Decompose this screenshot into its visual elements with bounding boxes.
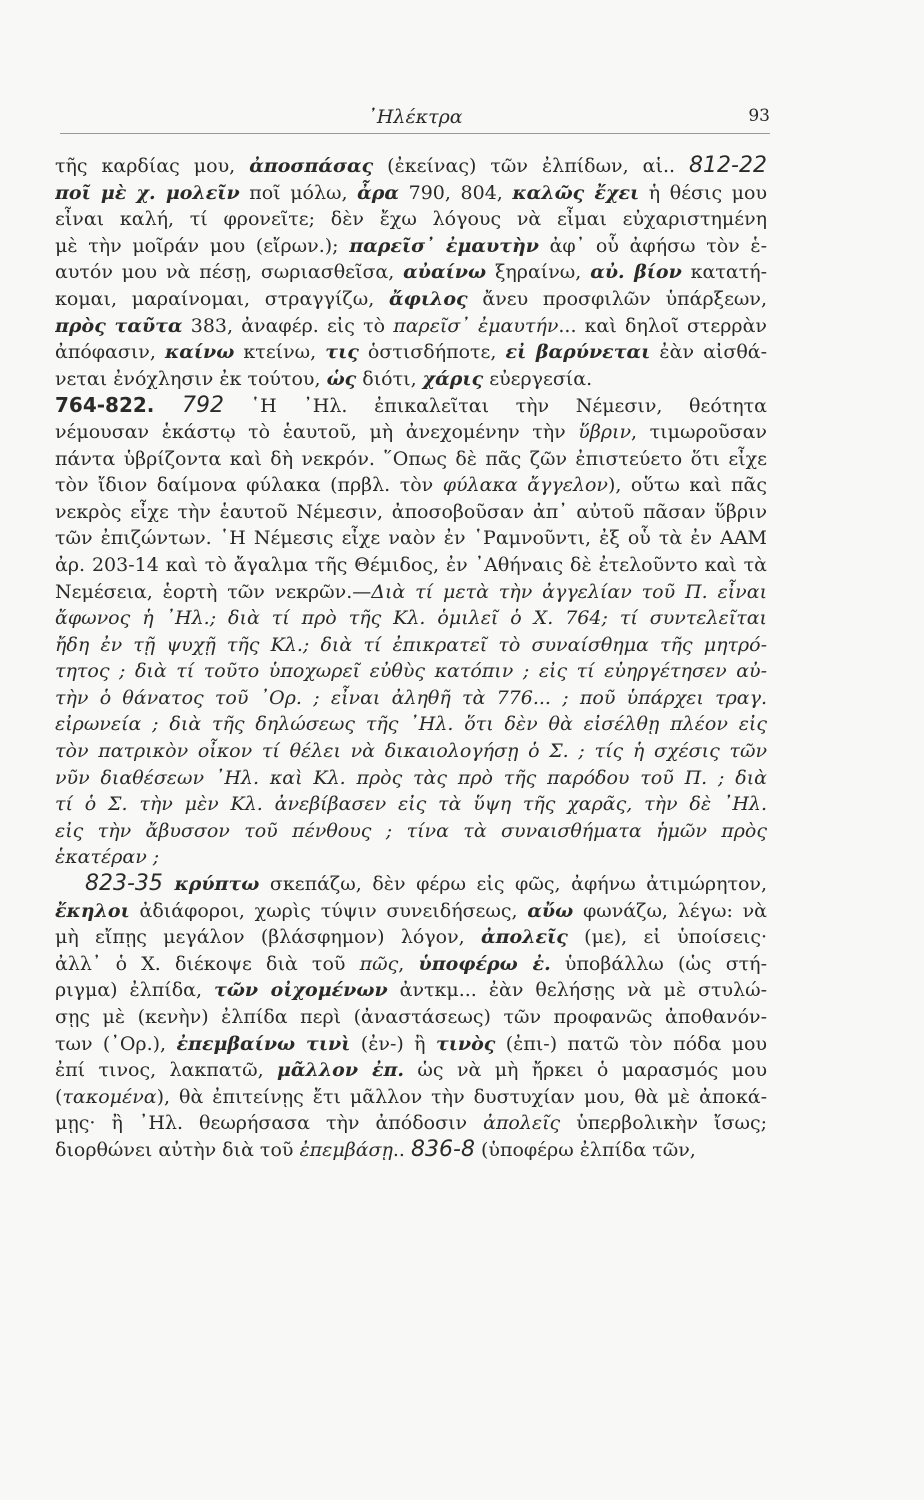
text-run: Νεμέσεια, ἑορτὴ τῶν νεκρῶν.— bbox=[55, 580, 372, 603]
text-run: εἰς τὴν ἄβυσσον τοῦ πένθους ; τίνα τὰ συναισθήματα ἡμῶν πρὸς bbox=[55, 819, 767, 842]
text-run: μὲ τὴν μοῖράν μου (εἴρων.); bbox=[55, 234, 350, 257]
text-run: ἡ θέσις μου bbox=[639, 181, 767, 204]
text-line bbox=[55, 951, 767, 978]
text-line bbox=[55, 233, 767, 260]
text-line bbox=[55, 499, 767, 526]
lemma-term: τις bbox=[325, 341, 359, 364]
text-run: μῃς· ἢ ᾿Ηλ. θεωρήσασα τὴν ἀπόδοσιν bbox=[55, 1112, 484, 1135]
text-run: διορθώνει αὐτὴν διὰ τοῦ bbox=[55, 1138, 300, 1161]
text-line bbox=[55, 871, 767, 898]
lemma-term: ὡς bbox=[326, 367, 357, 390]
text-line bbox=[55, 1057, 767, 1084]
text-run: ὑπερβολικὴν ἴσως; bbox=[560, 1112, 767, 1135]
text-run: , τιμωροῦσαν bbox=[631, 420, 767, 443]
text-line bbox=[55, 552, 767, 579]
lemma-term: ἔκηλοι bbox=[55, 899, 130, 922]
lemma-term: καλῶς ἔχει bbox=[512, 181, 640, 204]
text-line bbox=[55, 632, 767, 659]
text-line bbox=[55, 472, 767, 499]
text-run: ἀντκμ... ἐὰν θελήσῃς νὰ μὲ στυλώ- bbox=[387, 979, 767, 1002]
lemma-term: ἀποσπάσας bbox=[249, 155, 374, 177]
lemma-term: τῶν οἰχομένων bbox=[214, 979, 388, 1002]
text-run: (ἐν-) ἢ bbox=[350, 1032, 436, 1055]
text-run: πάντα ὑβρίζοντα καὶ δὴ νεκρόν. ῞Οπως δὲ πᾶς ζῶν ἐπιστεύετο ὅτι εἶχε bbox=[55, 447, 767, 470]
text-run: τί ὁ Σ. τὴν μὲν Κλ. ἀνεβίβασεν εἰς τὰ ὕψη τῆς χαρᾶς, τὴν δὲ ᾿Ηλ. bbox=[55, 793, 767, 816]
lemma-term: ἀπολεῖς bbox=[481, 926, 568, 949]
running-title: ᾿Ηλέκτρα bbox=[367, 106, 463, 128]
lemma-term: μᾶλλον ἐπ. bbox=[277, 1059, 405, 1082]
text-run: ἐπεμβάσῃ bbox=[299, 1138, 393, 1161]
text-run: .. bbox=[392, 1138, 412, 1161]
text-run: νεται ἐνόχλησιν ἐκ τούτου, bbox=[55, 367, 327, 390]
text-run: ἑκατέραν ; bbox=[55, 846, 160, 869]
text-run: , bbox=[398, 952, 419, 975]
text-line bbox=[55, 791, 767, 818]
text-line bbox=[55, 977, 767, 1004]
text-line bbox=[55, 579, 767, 606]
lemma-term: χάρις bbox=[422, 367, 484, 390]
text-line bbox=[55, 206, 767, 233]
lemma-term: καίνω bbox=[165, 341, 235, 364]
text-run: κατατή- bbox=[681, 261, 767, 284]
text-run: τὸν πατρικὸν οἶκον τί θέλει νὰ δικαιολογήσῃ ὁ Σ. ; τίς ἡ σχέσις τῶν bbox=[55, 740, 767, 763]
text-line bbox=[55, 392, 767, 419]
text-run: ὕβριν bbox=[578, 420, 632, 443]
text-run: κτείνω, bbox=[234, 341, 326, 364]
verse-reference: 812-22 bbox=[689, 153, 767, 178]
lemma-term: ποῖ μὲ χ. μολεῖν bbox=[55, 181, 240, 204]
text-run: ἄνευ προσφιλῶν ὑπάρξεων, bbox=[467, 287, 767, 310]
lemma-term: ἐπεμβαίνω τινὶ bbox=[176, 1032, 351, 1055]
text-run: ὁστισδήποτε, bbox=[358, 341, 506, 364]
verse-reference: 836-8 bbox=[411, 1136, 475, 1162]
text-line bbox=[55, 1137, 767, 1164]
text-run: ἤδη ἐν τῇ ψυχῇ τῆς Κλ.; διὰ τί ἐπικρατεῖ τὸ συναίσθημα τῆς μητρό- bbox=[55, 633, 767, 656]
verse-reference: 764-822. bbox=[55, 393, 182, 418]
text-line bbox=[55, 898, 767, 925]
text-run: εἶναι καλή, τί φρονεῖτε; δὲν ἔχω λόγους νὰ εἶμαι εὐχαριστημένη bbox=[55, 208, 767, 231]
lemma-term: κρύπτω bbox=[174, 873, 260, 896]
running-head bbox=[60, 100, 770, 134]
text-run: (ἐπι-) πατῶ τὸν πόδα μου bbox=[495, 1032, 767, 1055]
text-run: (με), εἰ ὑποίσεις· bbox=[567, 926, 767, 949]
text-run: ξηραίνω, bbox=[486, 261, 591, 284]
text-line bbox=[55, 844, 767, 871]
text-line bbox=[55, 711, 767, 738]
text-run: φωνάζω, λέγω: νὰ bbox=[573, 899, 767, 922]
text-run: φύλακα ἄγγελον bbox=[442, 474, 608, 497]
text-line bbox=[55, 286, 767, 313]
text-run: πῶς bbox=[359, 952, 399, 975]
text-run: σκεπάζω, δὲν φέρω εἰς φῶς, ἀφήνω ἀτιμώρητον, bbox=[259, 873, 767, 896]
lemma-term: αὐ. βίον bbox=[590, 261, 682, 284]
text-run: ), οὕτω καὶ πᾶς bbox=[607, 474, 767, 497]
text-run: νέμουσαν ἑκάστῳ τὸ ἑαυτοῦ, μὴ ἀνεχομένην τὴν bbox=[55, 420, 579, 443]
text-run: μὴ εἴπῃς μεγάλον (βλάσφημον) λόγον, bbox=[55, 926, 482, 949]
text-line bbox=[55, 1084, 767, 1111]
text-line bbox=[55, 446, 767, 473]
text-run: ἐὰν αἰσθά- bbox=[650, 341, 767, 364]
lemma-term: ἄφιλος bbox=[389, 287, 468, 310]
text-run: (ἐκείνας) τῶν ἐλπίδων, αἱ.. bbox=[373, 155, 690, 177]
text-run: σῃς μὲ (κενὴν) ἐλπίδα περὶ (ἀναστάσεως) τῶν προφανῶς ἀποθανόν- bbox=[55, 1006, 767, 1028]
text-line bbox=[55, 339, 767, 366]
text-line bbox=[55, 525, 767, 552]
text-line bbox=[55, 738, 767, 765]
text-line bbox=[55, 685, 767, 712]
verse-reference: 792 bbox=[181, 393, 224, 419]
text-run: νεκρὸς εἶχε τὴν ἑαυτοῦ Νέμεσιν, ἀποσοβοῦσαν ἀπ᾿ αὐτοῦ πᾶσαν ὕβριν bbox=[55, 500, 767, 523]
text-run: ἀφ᾿ οὗ ἀφήσω τὸν ἑ- bbox=[538, 234, 767, 257]
text-line bbox=[55, 765, 767, 792]
text-run: τὴν ὁ θάνατος τοῦ ᾿Ορ. ; εἶναι ἀληθῆ τὰ 776... ; ποῦ ὑπάρχει τραγ. bbox=[55, 686, 767, 709]
text-run: παρεῖσ᾿ ἐμαυτήν bbox=[393, 314, 559, 337]
text-run: ἀρ. 203-14 καὶ τὸ ἄγαλμα τῆς Θέμιδος, ἐν ᾿Αθήναις δὲ ἐτελοῦντο καὶ τὰ bbox=[55, 553, 767, 576]
text-run: τὸν ἴδιον δαίμονα φύλακα (πρβλ. τὸν bbox=[55, 474, 443, 497]
text-run: νῦν διαθέσεων ᾿Ηλ. καὶ Κλ. πρὸς τὰς πρὸ τῆς παρόδου τοῦ Π. ; διὰ bbox=[55, 766, 767, 789]
text-run: εἰρωνεία ; διὰ τῆς δηλώσεως τῆς ᾿Ηλ. ὅτι δὲν θὰ εἰσέλθῃ πλέον εἰς bbox=[55, 713, 767, 736]
lemma-term: εἰ βαρύνεται bbox=[505, 341, 651, 364]
text-line bbox=[55, 818, 767, 845]
text-line bbox=[55, 366, 767, 393]
text-line bbox=[55, 1004, 767, 1031]
text-run: τητος ; διὰ τί τοῦτο ὑποχωρεῖ εὐθὺς κατόπιν ; εἰς τί εὐηργέτησεν αὐ- bbox=[55, 660, 767, 683]
lemma-term: ὑποφέρω ἐ. bbox=[418, 952, 551, 975]
text-line bbox=[55, 419, 767, 446]
lemma-term: αὐαίνω bbox=[403, 261, 487, 284]
text-line bbox=[55, 924, 767, 951]
text-run: ὡς νὰ μὴ ἤρκει ὁ μαρασμός μου bbox=[404, 1059, 767, 1082]
text-run: ἀπόφασιν, bbox=[55, 341, 165, 364]
lemma-term: αὔω bbox=[527, 899, 574, 922]
lemma-term: τινὸς bbox=[435, 1032, 496, 1055]
text-line bbox=[55, 153, 767, 180]
verse-reference: 823-35 bbox=[85, 871, 175, 897]
text-run: ἀδιάφοροι, χωρὶς τύψιν συνειδήσεως, bbox=[129, 899, 528, 922]
lemma-term: παρεῖσ᾿ ἐμαυτὴν bbox=[349, 234, 539, 257]
text-run: εὐεργεσία. bbox=[483, 367, 593, 390]
text-run: των (᾿Ορ.), bbox=[55, 1032, 177, 1055]
text-run: ἀπολεῖς bbox=[483, 1112, 561, 1135]
text-run: (ὑποφέρω ἐλπίδα τῶν, bbox=[474, 1138, 696, 1161]
lemma-term: πρὸς ταῦτα bbox=[55, 314, 183, 337]
text-run: ἄφωνος ἡ ᾿Ηλ.; διὰ τί πρὸ τῆς Κλ. ὁμιλεῖ ὁ Χ. 764; τί συντελεῖται bbox=[55, 607, 767, 630]
text-run: κομαι, μαραίνομαι, στραγγίζω, bbox=[55, 287, 390, 310]
text-run: ... καὶ δηλοῖ στερρὰν bbox=[558, 314, 767, 337]
commentary-text bbox=[55, 153, 767, 1164]
text-line bbox=[55, 1110, 767, 1137]
text-run: Διὰ τί μετὰ τὴν ἀγγελίαν τοῦ Π. εἶναι bbox=[371, 580, 767, 603]
text-line bbox=[55, 658, 767, 685]
text-run: ριγμα) ἐλπίδα, bbox=[55, 979, 215, 1002]
text-run: ( bbox=[55, 1085, 63, 1108]
text-run: διότι, bbox=[356, 367, 423, 390]
text-run: 383, ἀναφέρ. εἰς τὸ bbox=[182, 314, 394, 337]
lemma-term: ἆρα bbox=[357, 181, 400, 204]
text-run: τακομένα bbox=[62, 1085, 157, 1108]
text-run: ὑποβάλλω (ὡς στή- bbox=[550, 952, 767, 975]
text-line bbox=[55, 605, 767, 632]
text-line bbox=[55, 313, 767, 340]
text-run: ἐπί τινος, λακπατῶ, bbox=[55, 1059, 277, 1082]
header-rule bbox=[60, 133, 770, 134]
text-line bbox=[55, 1031, 767, 1058]
text-run: ῾Η ᾿Ηλ. ἐπικαλεῖται τὴν Νέμεσιν, θεότητα bbox=[223, 395, 767, 418]
page-number: 93 bbox=[748, 106, 770, 126]
text-run: ποῖ μόλω, bbox=[239, 181, 358, 204]
text-line bbox=[55, 180, 767, 207]
text-run: ἀλλ᾿ ὁ Χ. διέκοψε διὰ τοῦ bbox=[55, 952, 360, 975]
text-run: ), θὰ ἐπιτείνῃς ἔτι μᾶλλον τὴν δυστυχίαν μου, θὰ μὲ ἀποκά- bbox=[156, 1085, 767, 1108]
text-run: τῶν ἐπιζώντων. ῾Η Νέμεσις εἶχε ναὸν ἐν ῾Ραμνοῦντι, ἐξ οὗ τὰ ἐν ΑΑΜ bbox=[55, 527, 767, 550]
text-line bbox=[55, 259, 767, 286]
text-run: αυτόν μου νὰ πέσῃ, σωριασθεῖσα, bbox=[55, 261, 404, 284]
text-run: 790, 804, bbox=[399, 181, 513, 204]
text-run: τῆς καρδίας μου, bbox=[55, 155, 250, 177]
